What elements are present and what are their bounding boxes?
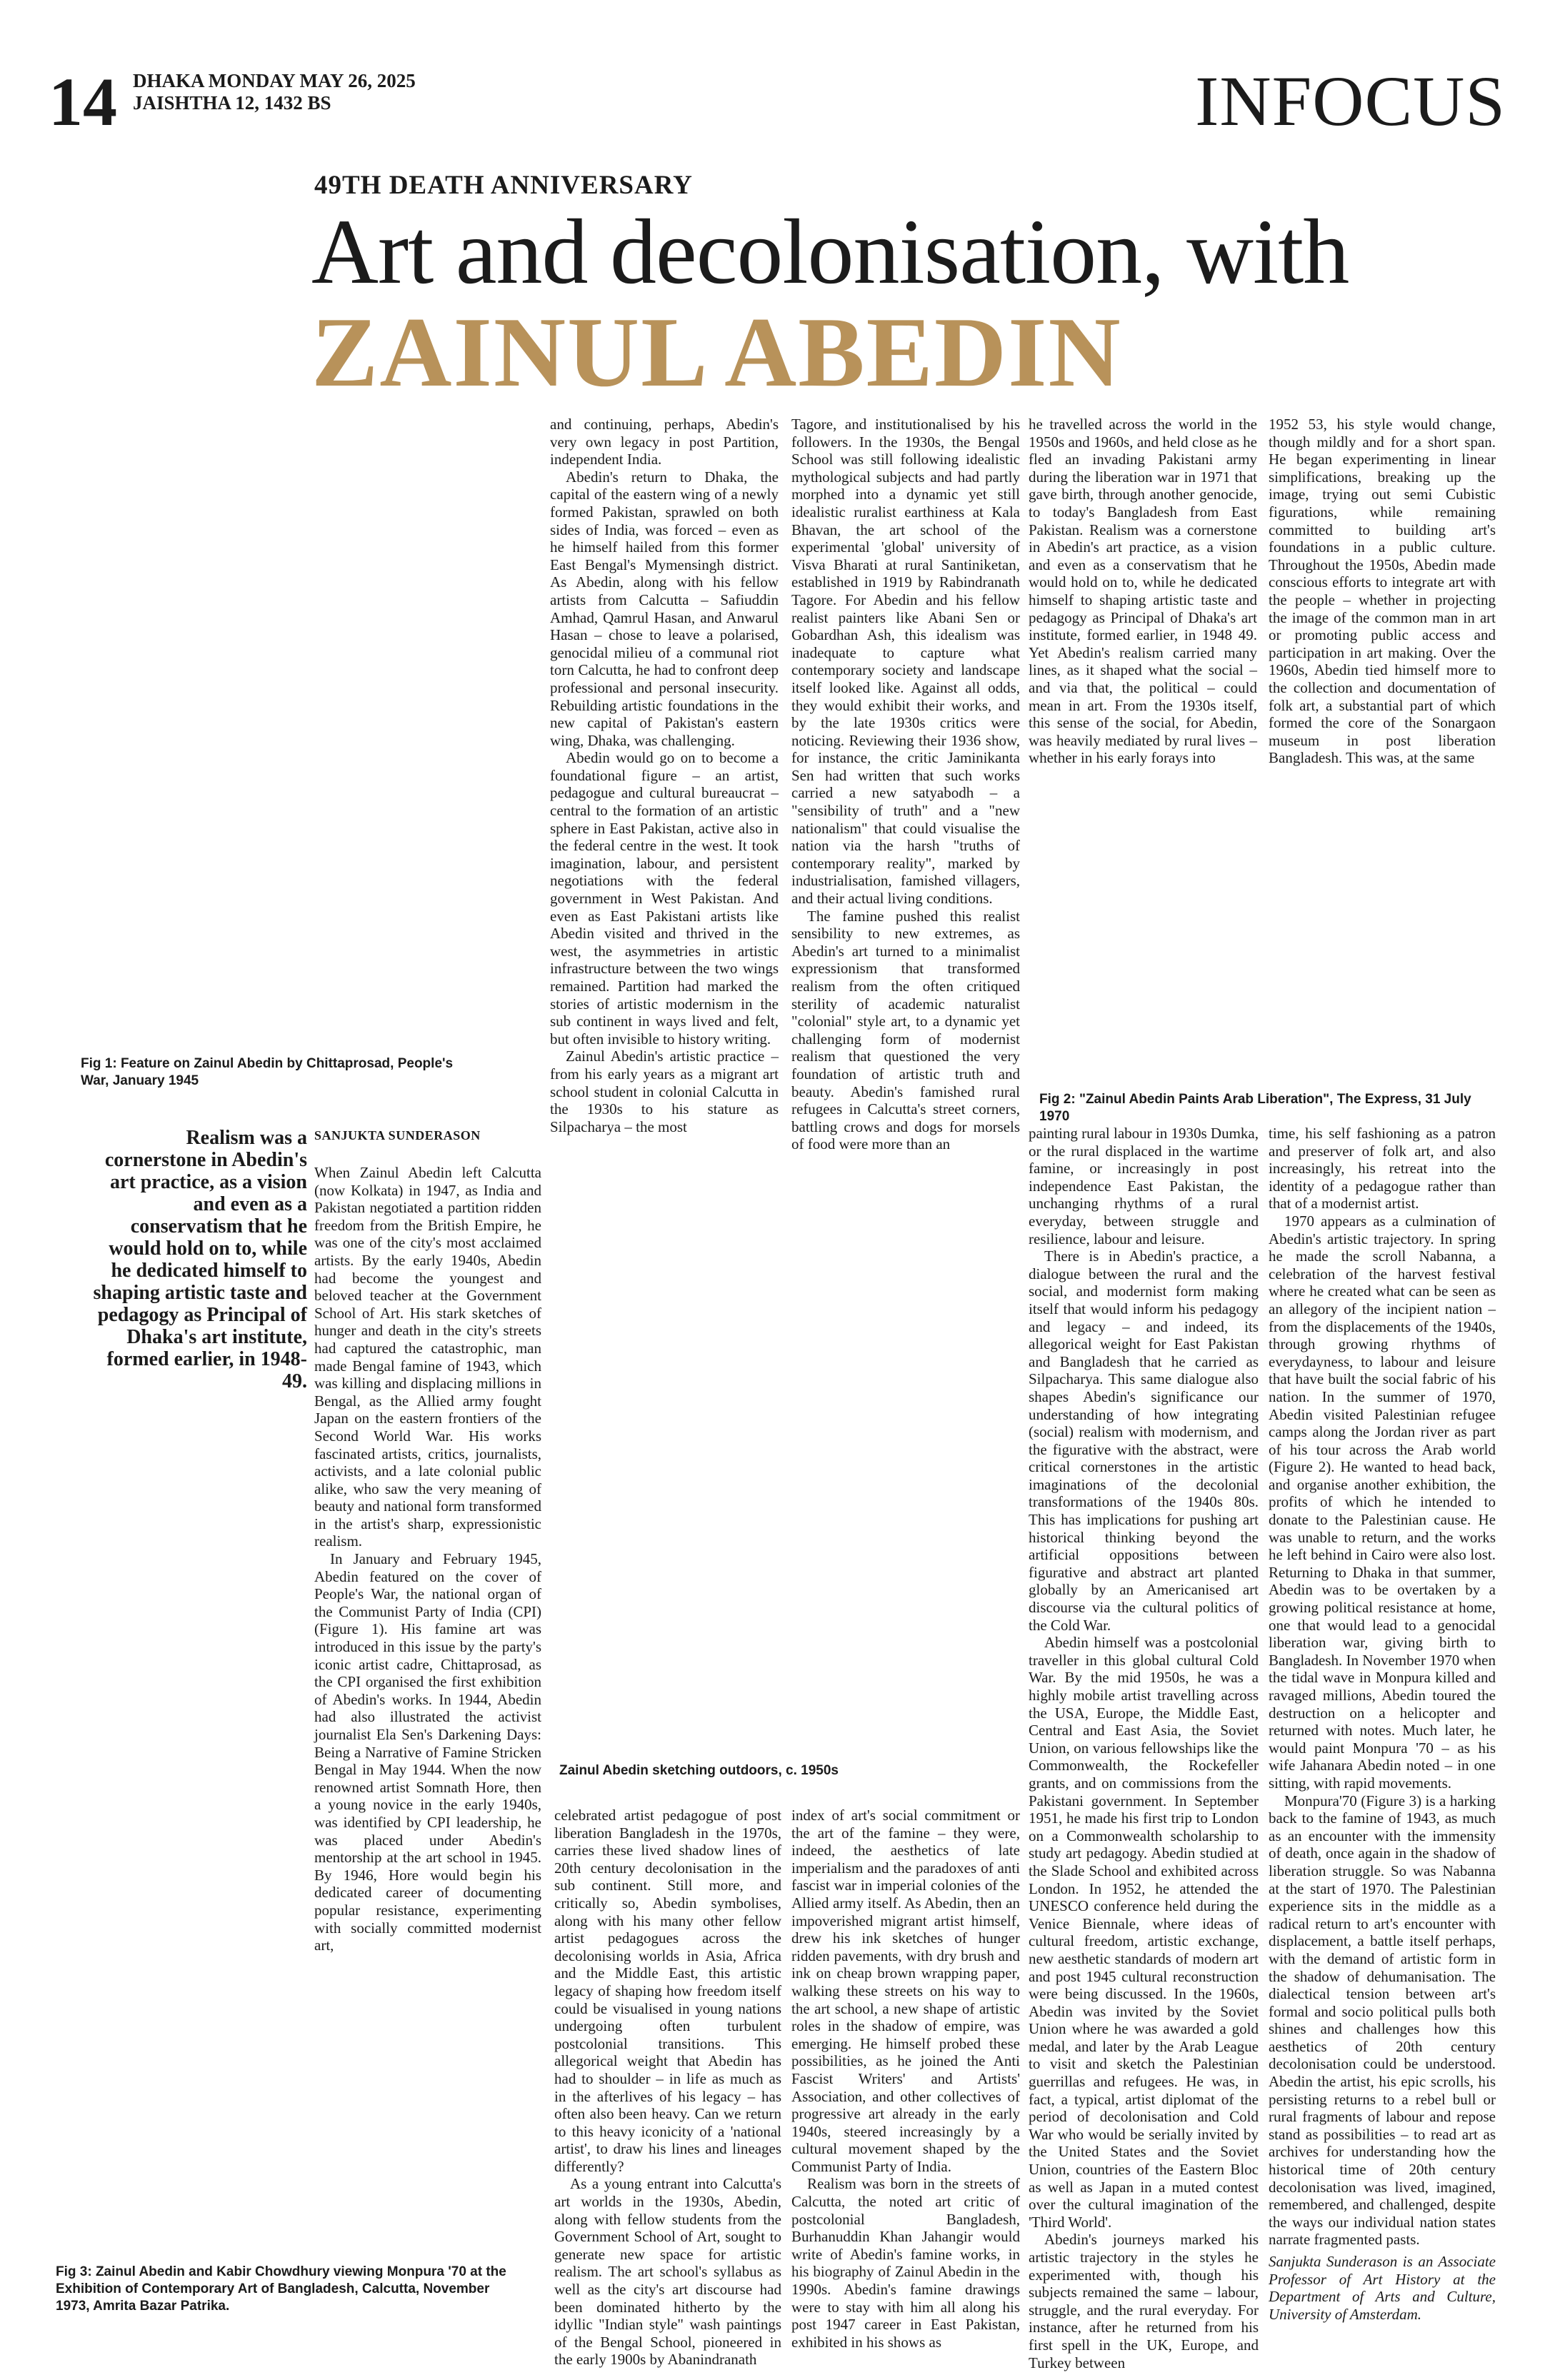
author-note: Sanjukta Sunderason is an Associate Professor of Art History at the Department of Arts and Culture, University of Amsterdam.	[1269, 2253, 1496, 2323]
fig1-caption: Fig 1: Feature on Zainul Abedin by Chittaprosad, People's War, January 1945	[81, 1056, 454, 1088]
headline: Art and decolonisation, with	[311, 201, 1349, 303]
fig3-caption: Fig 3: Zainul Abedin and Kabir Chowdhury viewing Monpura '70 at the Exhibition of Contemporary Art of Bangladesh, Calcutta, November 1973, Amrita Bazar Patrika.	[56, 2264, 506, 2314]
bangla-date-text: JAISHTHA 12, 1432 BS	[133, 92, 331, 114]
dateline	[133, 70, 416, 114]
article-column-bottom-5: time, his self fashioning as a patron and preserver of folk art, and also increasingly, his retreat into the identity of a pedagogue rather than that of a modernist artist. 1970 appears as a culmination of Abedin's artistic trajectory. In spring he made the scroll Nabanna, a celebration of the harvest festival where he created what can be seen as an allegory of the incipient nation – from the displacements of the 1940s, through growing rhythms of everydayness, to labour and leisure that have built the social fabric of his nation. In the summer of 1970, Abedin visited Palestinian refugee camps along the Jordan river as part of his tour across the Arab world (Figure 2). He wanted to head back, and organise another exhibition, the profits of which he intended to donate to the Palestinian cause. He was unable to return, and the works he left behind in Cairo were also lost. Returning to Dhaka in that summer, Abedin was to be overtaken by a growing political resistance at home, one that would lead to a genocidal liberation war, giving birth to Bangladesh. In November 1970 when the tidal wave in Monpura killed and ravaged millions, Abedin toured the destruction on a helicopter and returned with notes. Much later, he would paint Monpura '70 – as his wife Jahanara Abedin noted – in one sitting, with rapid movements. Monpura'70 (Figure 3) is a harking back to the famine of 1943, as much as an encounter with the immensity of death, once again in the shadow of liberation struggle. So was Nabanna at the start of 1970. The Palestinian experience sits in the middle as a radical return to art's encounter with displacement, a battle itself perhaps, with the demand of artistic form in the shadow of dehumanisation. The dialectical tension between art's formal and socio political pulls both shines and challenges how this aesthetics of 20th century decolonisation could be understood. Abedin the artist, his epic scrolls, his persisting returns to a rebel bull or rural fragments of labour and repose stand as possibilities – to read art as archives for understanding how the historical time of 20th century decolonisation was lived, imagined, remembered, and challenged, despite the ways our individual nation states narrate fragmented pasts. Sanjukta Sunderason is an Associate Professor of Art History at the Department of Arts and Culture, University of Amsterdam.	[1269, 1125, 1496, 2323]
kicker: 49TH DEATH ANNIVERSARY	[314, 171, 693, 200]
article-column-top-2: Tagore, and institutionalised by his followers. In the 1930s, the Bengal School was still following idealistic mythological subjects and had partly morphed into a dynamic yet still idealistic ruralist earthiness at Kala Bhavan, the art school of the experimental 'global' university of Visva Bharati at rural Santiniketan, established in 1919 by Rabindranath Tagore. For Abedin and his fellow realist painters like Abani Sen or Gobardhan Ash, this idealism was inadequate to capture what contemporary society and landscape itself looked like. Against all odds, they would exhibit their works, and by the late 1930s critics were noticing. Reviewing their 1936 show, for instance, the critic Jaminikanta Sen had written that such works carried a new satyabodh – a "sensibility of truth" and a "new nationalism" that could visualise the nation via the harsh "truths of contemporary reality", marked by industrialisation, famished villagers, and their actual living conditions. The famine pushed this realist sensibility to new extremes, as Abedin's art turned to a minimalist expressionism that transformed realism from the often critiqued sterility of academic naturalist "colonial" style art, to a dynamic yet challenging form of modernist realism that questioned the very foundation of artistic truth and beauty. Abedin's famished rural refugees in Calcutta's street corners, battling crows and dogs for morsels of food were more than an	[791, 416, 1020, 1153]
article-column-bottom-4: painting rural labour in 1930s Dumka, or the rural displaced in the wartime famine, or increasingly in post independence East Pakistan, the unchanging rhythms of a rural everyday, between struggle and resilience, labour and leisure. There is in Abedin's practice, a dialogue between the rural and the social, and modernist form making itself that would inform his pedagogy and legacy – and indeed, its allegorical weight for East Pakistan and Bangladesh that he carried as Silpacharya. This same dialogue also shapes Abedin's significance our understanding of how integrating (social) realism with modernism, and the figurative with the abstract, were critical cornerstones in the artistic imaginations of the decolonial transformations of the 1940s 80s. This has implications for pushing art historical thinking beyond the artificial oppositions between figurative and abstract art planted globally by an Americanised art discourse via the cultural politics of the Cold War. Abedin himself was a postcolonial traveller in this global cultural Cold War. By the mid 1950s, he was a highly mobile artist travelling across the USA, Europe, the Middle East, Central and East Asia, the Soviet Union, on various fellowships like the Commonwealth, the Rockefeller grants, and on commissions from the Pakistani government. In September 1951, he made his first trip to London on a Commonwealth scholarship to study art pedagogy. Abedin studied at the Slade School and exhibited across London. In 1952, he attended the UNESCO conference held during the Venice Biennale, where ideas of cultural freedom, artistic exchange, new aesthetic standards of modern art and post 1945 cultural reconstruction were being discussed. In the 1960s, Abedin was invited by the Soviet Union where he was awarded a gold medal, and later by the Arab League to visit and sketch the Palestinian guerrillas and refugees. He was, in fact, a typical, artist diplomat of the period of decolonisation and Cold War who would be serially invited by the United States and the Soviet Union, countries of the Eastern Bloc as well as Japan in a muted contest over the cultural imagination of the 'Third World'. Abedin's journeys marked his artistic trajectory in the styles he experimented with, though his subjects remained the same – labour, struggle, and the rural everyday. For instance, after he returned from his first spell in the UK, Europe, and Turkey between	[1029, 1125, 1259, 2371]
pull-quote: Realism was a cornerstone in Abedin's art practice, as a vision and even as a conservatism that he would hold on to, while he dedicated himself to shaping artistic taste and pedagogy as Principal of Dhaka's art institute, formed earlier, in 1948-49.	[93, 1127, 307, 1392]
page-number: 14	[49, 64, 117, 140]
article-column-bottom-2: celebrated artist pedagogue of post liberation Bangladesh in the 1970s, carries these lived shadow lines of 20th century decolonisation in the sub continent. Still more, and critically so, Abedin symbolises, along with his many other fellow artist pedagogues across the decolonising worlds in Asia, Africa and the Middle East, this artistic legacy of shaping how freedom itself could be visualised in young nations undergoing often turbulent postcolonial transitions. This allegorical weight that Abedin has had to shoulder – in life as much as in the afterlives of his legacy – has often also been heavy. Can we return to this heavy iconicity of a 'national artist', to draw his lines and lineages differently? As a young entrant into Calcutta's art worlds in the 1930s, Abedin, along with fellow students from the Government School of Art, sought to generate new space for artistic realism. The art school's syllabus as well as the city's art discourse had been dominated hitherto by the idyllic "Indian style" wash paintings of the Bengal School, pioneered in the early 1900s by Abanindranath	[554, 1807, 781, 2369]
article-column-bottom-1: When Zainul Abedin left Calcutta (now Kolkata) in 1947, as India and Pakistan negotiated a partition ridden freedom from the British Empire, he was one of the city's most acclaimed artists. By the early 1940s, Abedin had become the youngest and beloved teacher at the Government School of Art. His stark sketches of hunger and death in the city's streets had captured the catastrophic, man made Bengal famine of 1943, which was killing and displacing millions in Bengal, as the Allied army fought Japan on the eastern frontiers of the Second World War. His works fascinated artists, critics, journalists, activists, and a late colonial public alike, who saw the very meaning of beauty and national form transformed in the artist's sharp, expressionistic realism. In January and February 1945, Abedin featured on the cover of People's War, the national organ of the Communist Party of India (CPI) (Figure 1). His famine art was introduced in this issue by the party's iconic artist cadre, Chittaprosad, as the CPI organised the first exhibition of Abedin's works. In 1944, Abedin had also illustrated the activist journalist Ela Sen's Darkening Days: Being a Narrative of Famine Stricken Bengal in May 1944. When the now renowned artist Somnath Hore, then a young novice in the early 1940s, was identified by CPI leadership, he was placed under Abedin's mentorship at the art school in 1945. By 1946, Hore would begin his dedicated career of documenting popular resistance, experimenting with socially committed modernist art,	[314, 1164, 541, 1954]
outdoors-caption: Zainul Abedin sketching outdoors, c. 1950s	[559, 1763, 839, 1778]
article-column-top-1: and continuing, perhaps, Abedin's very own legacy in post Partition, independent India. Abedin's return to Dhaka, the capital of the eastern wing of a newly formed Pakistan, sprawled on both sides of India, was forced – even as he himself hailed from this former East Bengal's Mymensingh district. As Abedin, along with his fellow artists from Calcutta – Safiuddin Amhad, Qamrul Hasan, and Anwarul Hasan – chose to leave a polarised, genocidal milieu of a communal riot torn Calcutta, he had to confront deep professional and personal insecurity. Rebuilding artistic foundations in the new capital of Pakistan's eastern wing, Dhaka, was challenging. Abedin would go on to become a foundational figure – an artist, pedagogue and cultural bureaucrat – central to the formation of an artistic sphere in East Pakistan, active also in the federal centre in the west. It took imagination, labour, and persistent negotiations with the federal government in West Pakistan. And even as East Pakistani artists like Abedin visited and thrived in the west, the asymmetries in artistic infrastructure between the two wings remained. Partition had marked the stories of artistic modernism in the sub continent in ways lived and felt, but often invisible to history writing. Zainul Abedin's artistic practice – from his early years as a migrant art school student in colonial Calcutta in the 1930s to his stature as Silpacharya – the most	[550, 416, 779, 1135]
fig1-image	[71, 411, 536, 1053]
article-column-top-3: he travelled across the world in the 1950s and 1960s, and held close as he fled an invading Pakistani army during the liberation war in 1971 that gave birth, through another genocide, to today's Bangladesh from East Pakistan. Realism was a cornerstone in Abedin's art practice, as a vision and even as a conservatism that he would hold on to, while he dedicated himself to shaping artistic taste and pedagogy as Principal of Dhaka's art institute, formed earlier, in 1948 49. Yet Abedin's realism carried many lines, as it shaped what the social – and via that, the political – could mean in art. From the 1930s itself, this sense of the social, for Abedin, was heavily mediated by rural lives – whether in his early forays into	[1029, 416, 1257, 767]
byline: SANJUKTA SUNDERASON	[314, 1128, 481, 1143]
date-text: DHAKA MONDAY MAY 26, 2025	[133, 70, 416, 91]
article-column-bottom-3: index of art's social commitment or the art of the famine – they were, indeed, the aesthetics of late imperialism and the paradoxes of anti fascist war in imperial colonies of the Allied army itself. As Abedin, then an impoverished migrant artist himself, drew his ink sketches of hunger ridden pavements, with dry brush and ink on cheap brown wrapping paper, walking these streets on his way to the art school, a new shape of artistic roles in the shadow of empire, was emerging. He himself probed these possibilities, as he joined the Anti Fascist Writers' and Artists' Association, and other collectives of progressive art already in the early 1940s, steered increasingly by a cultural movement shaped by the Communist Party of India. Realism was born in the streets of Calcutta, the noted art critic of postcolonial Bangladesh, Burhanuddin Khan Jahangir would write of Abedin's famine works, in his biography of Zainul Abedin in the 1990s. Abedin's famine drawings were to stay with him all along his post 1947 career in East Pakistan, exhibited in his shows as	[791, 1807, 1020, 2351]
section-title: INFOCUS	[1195, 61, 1506, 141]
fig2-caption: Fig 2: "Zainul Abedin Paints Arab Liberation", The Express, 31 July 1970	[1039, 1092, 1471, 1124]
outdoors-image	[550, 1135, 1007, 1921]
article-column-top-4: 1952 53, his style would change, though mildly and for a short span. He began experimenting in linear simplifications, breaking up the image, trying out semi Cubistic figurations, while remaining committed to building art's foundations in a public culture. Throughout the 1950s, Abedin made conscious efforts to integrate art with the people – whether in projecting the image of the common man in art or promoting public access and participation in art making. Over the 1960s, Abedin tied himself more to the collection and documentation of folk art, a substantial part of which formed the core of the Sonargaon museum in post liberation Bangladesh. This was, at the same	[1269, 416, 1496, 767]
headline-name: ZAINUL ABEDIN	[311, 297, 1122, 408]
